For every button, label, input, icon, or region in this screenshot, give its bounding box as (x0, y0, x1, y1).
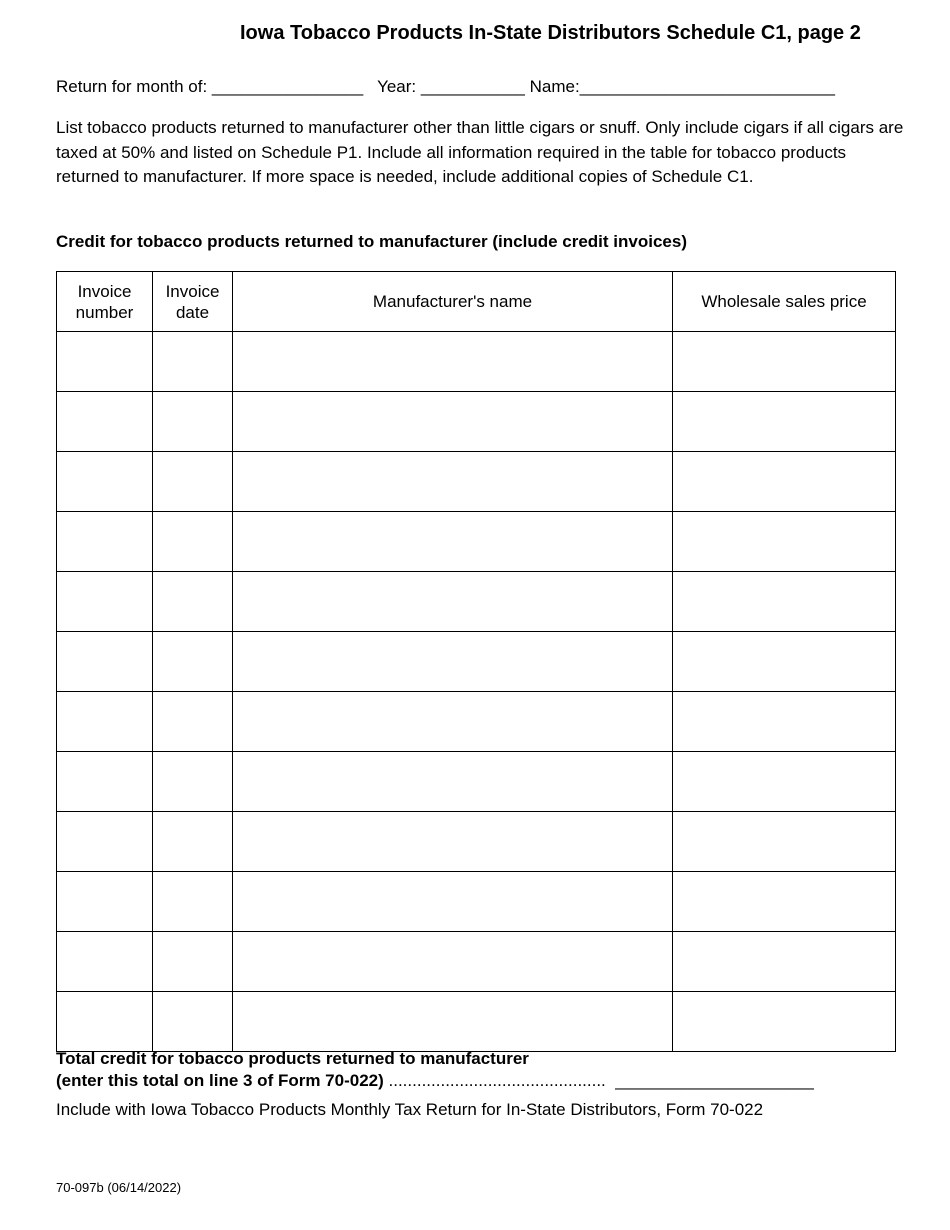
wholesale-price-cell[interactable] (673, 632, 896, 692)
table-row (57, 332, 896, 392)
manufacturer-cell[interactable] (233, 752, 673, 812)
col-header-manufacturer: Manufacturer's name (233, 272, 673, 332)
year-label: Year: (377, 77, 417, 96)
manufacturer-cell[interactable] (233, 392, 673, 452)
table-row (57, 812, 896, 872)
table-row (57, 992, 896, 1052)
wholesale-price-cell[interactable] (673, 452, 896, 512)
invoice-number-cell[interactable] (57, 392, 153, 452)
wholesale-price-cell[interactable] (673, 692, 896, 752)
instructions-text: List tobacco products returned to manufacturer other than little cigars or snuff. Only include cigars if all cigars are taxed at 50% and listed on Schedule P1. Include all information required in the table for tobacco products returned to manufacturer. If more space is needed, include additional copies of Schedule C1. (56, 118, 904, 186)
invoice-date-cell[interactable] (153, 392, 233, 452)
form-id: 70-097b (06/14/2022) (56, 1180, 182, 1195)
invoice-number-cell[interactable] (57, 752, 153, 812)
table-row (57, 752, 896, 812)
manufacturer-cell[interactable] (233, 932, 673, 992)
invoice-number-cell[interactable] (57, 992, 153, 1052)
table-row (57, 632, 896, 692)
returns-table (56, 271, 896, 1052)
col-header-invoice-date: Invoice date (153, 272, 233, 332)
table-row (57, 692, 896, 752)
wholesale-price-cell[interactable] (673, 392, 896, 452)
invoice-date-cell[interactable] (153, 992, 233, 1052)
invoice-number-cell[interactable] (57, 632, 153, 692)
manufacturer-cell[interactable] (233, 512, 673, 572)
table-row (57, 932, 896, 992)
invoice-date-cell[interactable] (153, 572, 233, 632)
header-fields (56, 77, 835, 97)
wholesale-price-cell[interactable] (673, 992, 896, 1052)
wholesale-price-cell[interactable] (673, 752, 896, 812)
manufacturer-cell[interactable] (233, 812, 673, 872)
month-label: Return for month of: (56, 77, 208, 96)
invoice-number-cell[interactable] (57, 512, 153, 572)
invoice-date-cell[interactable] (153, 752, 233, 812)
month-field[interactable]: ________________ (211, 77, 364, 96)
wholesale-price-cell[interactable] (673, 812, 896, 872)
invoice-date-cell[interactable] (153, 872, 233, 932)
invoice-number-cell[interactable] (57, 572, 153, 632)
invoice-date-cell[interactable] (153, 932, 233, 992)
wholesale-price-cell[interactable] (673, 872, 896, 932)
invoice-date-cell[interactable] (153, 332, 233, 392)
manufacturer-cell[interactable] (233, 452, 673, 512)
page-title: Iowa Tobacco Products In-State Distributors Schedule C1, page 2 (240, 22, 861, 44)
invoice-date-cell[interactable] (153, 812, 233, 872)
wholesale-price-cell[interactable] (673, 932, 896, 992)
invoice-number-cell[interactable] (57, 872, 153, 932)
col-header-wholesale-price: Wholesale sales price (673, 272, 896, 332)
total-credit-line2 (56, 1070, 814, 1092)
invoice-number-cell[interactable] (57, 452, 153, 512)
dot-leader: .............................................. (388, 1071, 606, 1090)
manufacturer-cell[interactable] (233, 572, 673, 632)
total-credit-label: Total credit for tobacco products returned to manufacturer (56, 1049, 529, 1068)
table-row (57, 452, 896, 512)
invoice-number-cell[interactable] (57, 812, 153, 872)
invoice-date-cell[interactable] (153, 632, 233, 692)
total-credit-block (56, 1048, 814, 1092)
manufacturer-cell[interactable] (233, 692, 673, 752)
include-note: Include with Iowa Tobacco Products Monthly Tax Return for In-State Distributors, Form 70-022 (56, 1100, 764, 1119)
wholesale-price-cell[interactable] (673, 572, 896, 632)
table-row (57, 392, 896, 452)
wholesale-price-cell[interactable] (673, 332, 896, 392)
manufacturer-cell[interactable] (233, 332, 673, 392)
total-credit-instruction: (enter this total on line 3 of Form 70-022) (56, 1071, 384, 1090)
name-field[interactable]: ___________________________ (579, 77, 835, 96)
table-row (57, 572, 896, 632)
manufacturer-cell[interactable] (233, 992, 673, 1052)
name-label: Name: (529, 77, 580, 96)
wholesale-price-cell[interactable] (673, 512, 896, 572)
col-header-invoice-number: Invoice number (57, 272, 153, 332)
section-heading: Credit for tobacco products returned to manufacturer (include credit invoices) (56, 232, 687, 251)
invoice-number-cell[interactable] (57, 932, 153, 992)
invoice-number-cell[interactable] (57, 332, 153, 392)
table-row (57, 872, 896, 932)
year-field[interactable]: ___________ (420, 77, 525, 96)
manufacturer-cell[interactable] (233, 872, 673, 932)
table-row (57, 512, 896, 572)
manufacturer-cell[interactable] (233, 632, 673, 692)
invoice-date-cell[interactable] (153, 692, 233, 752)
invoice-date-cell[interactable] (153, 512, 233, 572)
invoice-number-cell[interactable] (57, 692, 153, 752)
total-credit-field[interactable]: _____________________ (615, 1071, 814, 1090)
table-header-row (57, 272, 896, 332)
invoice-date-cell[interactable] (153, 452, 233, 512)
